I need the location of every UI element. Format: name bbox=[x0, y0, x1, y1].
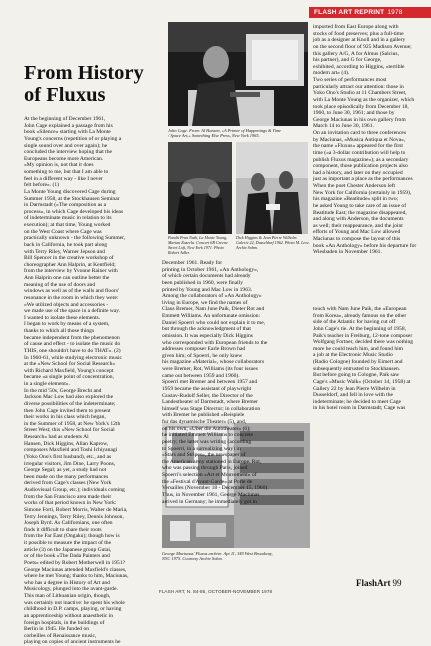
photo-higgins-wilhelm bbox=[236, 142, 308, 234]
section-banner bbox=[309, 7, 431, 18]
body-column-1: At the beginning of December 1961, John Cage explained a passage from his book «Silence» starting with La Monte Young's concerns (repetition of or playing a single sound over and over again); he concluded the interview hoping that the Europeans become more American. «My opinion is, not that it does something to me, but that I am able to feel in a different way - like I never felt before». (1) La Monte Young discovered Cage during Summer 1958, at the Stockhausen Seminar in Darmstadt («The composition as a process», in which Cage developed his ideas of indeterminate music in relation to its execution); at that time, Young worked on the West Coast where Cage was practically unknown - the following Summer, back in California, he took part along with Terry Riley, Warner Jepson and Bill Spencer in the creative workshop of choreographer Ann Halprin, at Kentfield; from the interview by Yvonne Rainer with Ann Halprin one can outline better the meaning of the use of doors and windows as well as of the walls and floors' resonance in the room in which they were: «We utilized objects and accessories - we made use of the space in a definite way. I wanted to isolate these elements. I began to work by means of a system, thanks to which all those things became independent from the phenomenon of cause and effect - to isolate the music do THIS, one shouldn't have to do THAT». (2) In 1960-61, while studying electronic music at the «New School for Social Research» with Richard Maxfield, Young's concept became «a single point of concentration, in a single element». In the mid '50s, George Brecht and Jackson Mac Low had also explored the diverse possibilities of the indeterminate; then John Cage invited them to present their works in his class which began, in the Summer of 1958, at New York's 12th Street West; this «New School for Social Research» had as students Al Hansen, Dick Higgins, Allan Kaprow, composers Maxfield and Toshi Ichiyanagi (Yoko Ono's first husband), etc., and as irregular visitors, Jim Dine, Larry Poons, George Segal; as yet, a study had not been made on the many performances derived from Cage's classes (New York Audiovisual Group, etc.); individuals coming from the San Francisco area made their works of that period known in New York: Simone Forti, Robert Morris, Walter de Maria, Terry Jennings, Terry Riley, Dennis Johnson, Joseph Byrd. As Californians, one often finds it difficult to share their roots from the Far East (Ongaku); though how is it possible to measure the impact of the article (3) on the Japanese group Gutai, or of the book «The Dada Painters and Poets» edited by Robert Motherwell in 1951? George Maciunas attended Maxfield's classes, where he met Young; thanks to him, Maciunas, who has a degree in History of Art and Musicology, plunged into the avant-garde. This man of Lithuanian origin, though, was certainly not inactive: he spent his whole childhood in D.P. camps, playing, or having an apprenticeship without anaesthetic in foreign hospitals, in the buildings of Berlin in 1945. He funded on corbeilles of Renaissance music, playing on copies of ancient instruments he bbox=[24, 116, 129, 646]
article-title: From History of Fluxus bbox=[24, 62, 144, 106]
photo-john-cage bbox=[168, 22, 308, 126]
logo-name: FlashArt bbox=[356, 578, 391, 588]
flash-art-logo bbox=[356, 578, 402, 588]
photo1-caption: John Cage. From: Al Hansen, «A Primer of Happenings & Time / Space Art,» Something Else Press, New York 1965. bbox=[168, 128, 282, 139]
photo-pran-nath-concert bbox=[168, 142, 232, 234]
banner-year: 1978 bbox=[387, 9, 403, 16]
photo2-caption: Pandit Pran Nath, La Monte Young, Marian Zazeela. Concert 6B Greene Street Loft, New York 1971. Photo Robert Adler. bbox=[168, 235, 228, 255]
photo4-caption: George Maciunas' Fluxus archive. Apt 11, 349 West Broadway, NYC 1975. Courtesy Archiv Sohm. bbox=[162, 551, 273, 562]
body-column-3-top: imported from East Europe along with stocks of food preserves; plus a full-time job as a designer at Knoll and in a gallery on the second floor of 925 Madison Avenue; this gallery A/G, A for Almus (Salcius, his partner), and G for George, exhibited, according to Higgins, «terrible modern art» (4). Two series of performances most particularly attract our attention: those in Yoko Ono's Studio at 11 Chambers Street, with La Monte Young as the organizer, which took place episodically from December 18, 1960, to June 30, 1961; and those by George Maciunas in his own gallery from March 14 to June 30, 1961. On an invitation card to three conferences by Maciunas, «Musica Antiqua et Nova», the name «Fluxus» appeared for the first time («a 3-dollar contribution will help to publish Fluxus magazine»); as a secondary component, those publication projects also had a history, and later on they occupied just as important a place as the performances When the poet Chester Anderson left New York for California (certainly in 1959), his magazine «Beatitude» split in two; he asked Young to take care of an issue of Beatitude East; the magazine disappeared, and along with Anderson, the documents as well; their reappearance, and the joint efforts of Young and Mac Low allowed Maciunas to compose the layout of this book «An Anthology» before his departure for Wiesbaden in November 1961. bbox=[313, 24, 417, 256]
page-footer: FLASH ART, N. 84-85, OCTOBER-NOVEMBER 1978 bbox=[158, 589, 273, 594]
body-column-2: December 1961. Ready for printing in October 1961, «An Anthology», of which certain documents had already been published in 1960, were finally printed by Young and Mac Low in 1963. Among the collaborators of «An Anthology» living in Europe, we find the names of Claus Bremer, Nam June Paik, Dieter Rot and Emmett Williams. An unfortunate omission: Daniel Spoerri who could not explain it to me, but through the acknowledgment of that omission. It was especially Dick Higgins who corresponded with European friends to the addresses composer Earle Brown had given him; of Spoerri, he only knew his magazine «Material», whose collaborators were Bremer, Rot, Williams (its four issues came out between 1959 and 1960). Spoerri met Bremer and between 1957 and 1959 became the assistant of playwright Gustav-Rudolf Seller, the Director of the Landestheater of Darmstadt, where Bremer himself was Stage Director; in collaboration with Bremer he published «Beispiele fur das dynamische Theater» (5), and, on his own, «Uber die Autotheater» (6); he initiated Emmett Williams to concrete poetry; the latter was writing (according to Spoerri, in a surrealizing way) in «Stars and Stripes», the newspaper of the American army stationed in Europe. Rot, who was passing through Paris, joined Spoerri's selection «Art et Mouvement» of the «Festival d'Avant-Garde» at Porte de Versailles (November 18 - December 15, 1960). Thus, in November 1961, George Maciunas arrived in Germany; he immediately got in bbox=[162, 260, 269, 505]
photo3-caption: Dick Higgins & Jean Pierre Wilhelm. Galerie 22, Dusseldorf 1962. Photo M. Leve. Archiv Sohm. bbox=[236, 235, 310, 250]
page-number: 99 bbox=[392, 578, 402, 588]
banner-label: FLASH ART REPRINT bbox=[314, 9, 385, 16]
body-column-3-bottom: touch with Nam June Paik, the «European from Korea», already famous on the other side of the Atlantic for having cut off John Cage's tie. At the beginning of 1958, Paik's teacher in Freiburg, 12-tone composer Wolfgang Fortner, decided there was nothing more he could teach him, and found him a job at the Electronic Music Studio (Radio Cologne) founded by Eimert and subsequently entrusted to Stockhausen. But before going to Cologne, Paik saw Cage's «Music Walk» (October 14, 1958) at Gallery 22 by Jean Pierre Wilhelm in Dusseldorf, and fell in love with the indeterminate; he decided to meet Cage in his hotel room in Darmstadt; Cage was bbox=[313, 306, 414, 412]
